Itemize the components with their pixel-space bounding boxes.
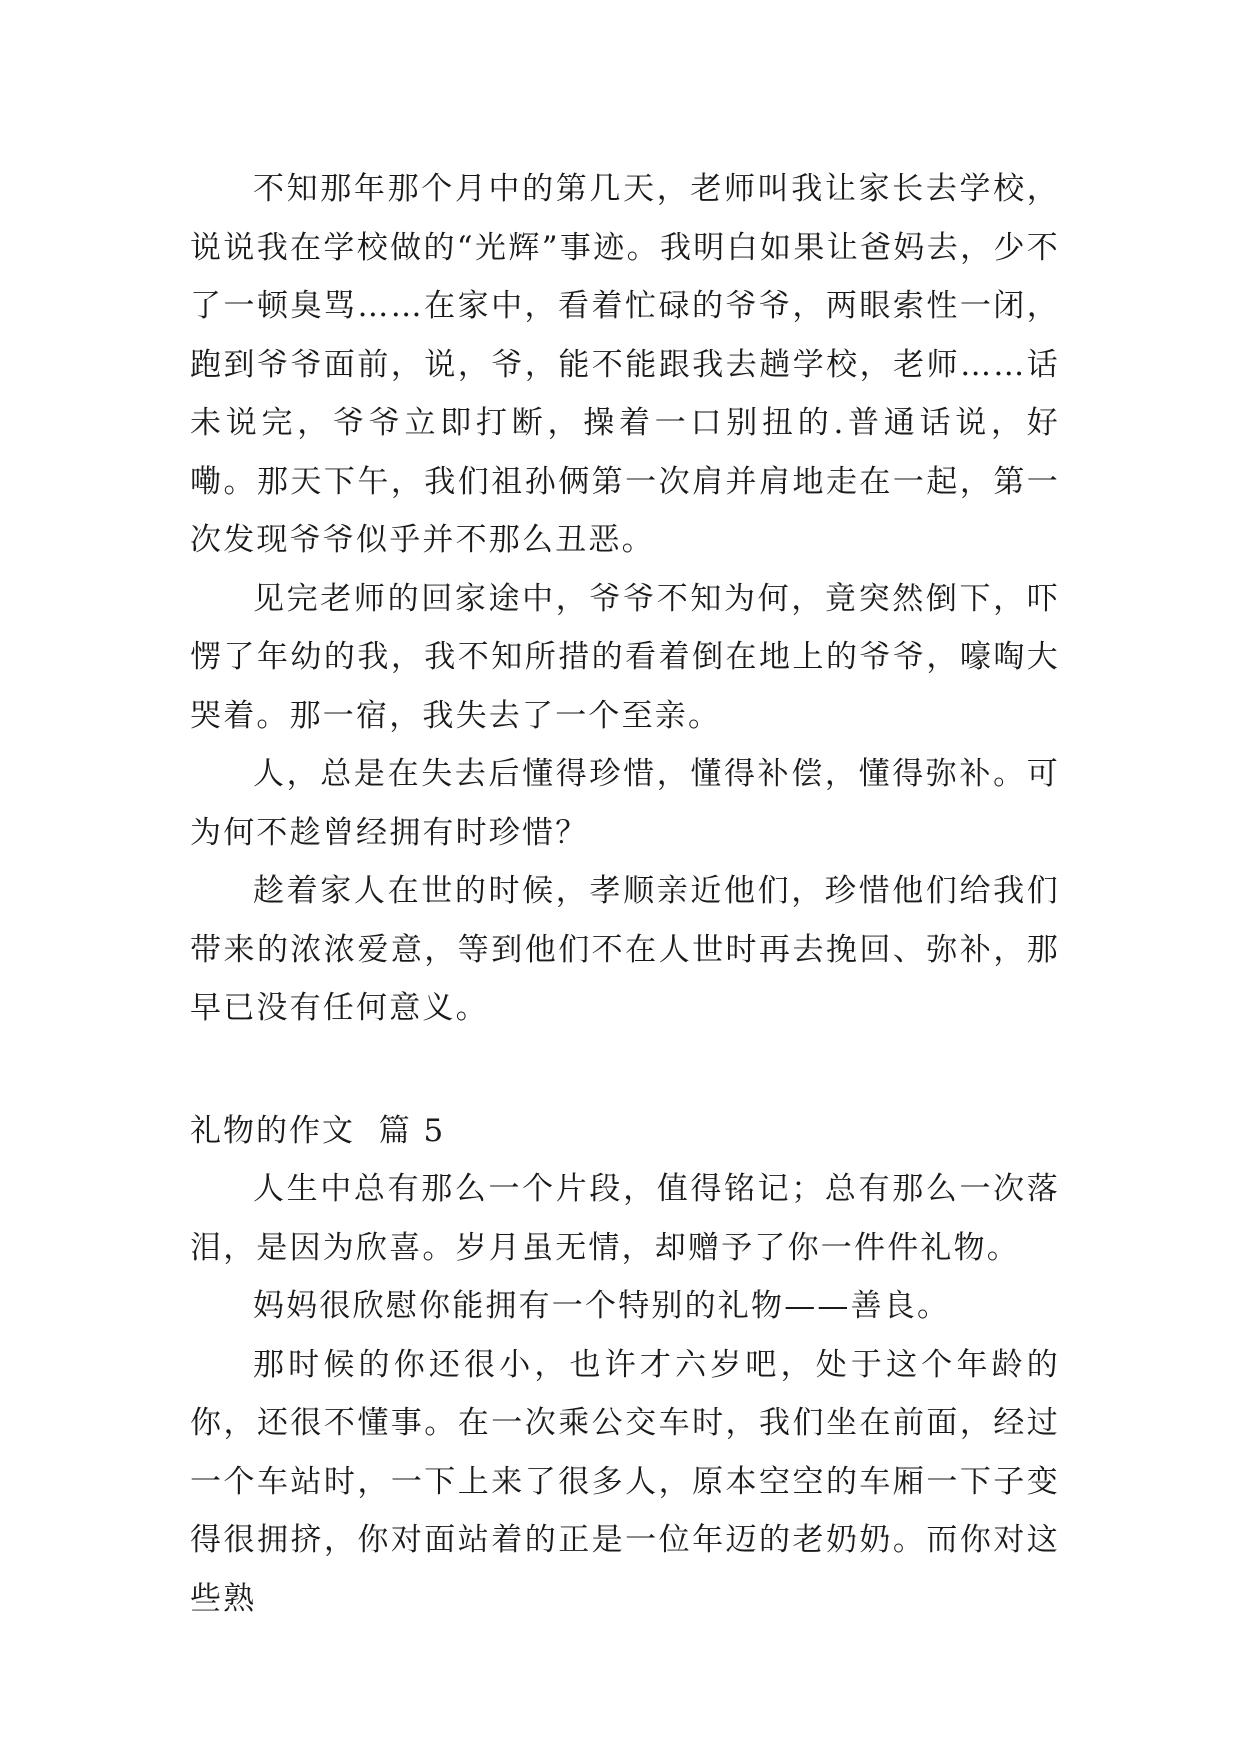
paragraph: 人生中总有那么一个片段，值得铭记；总有那么一次落泪，是因为欣喜。岁月虽无情，却赠予了你一件件礼物。 <box>190 1171 1060 1266</box>
section-heading: 礼物的作文 篇 5 <box>190 1112 446 1149</box>
paragraph: 妈妈很欣慰你能拥有一个特别的礼物——善良。 <box>253 1288 951 1324</box>
paragraph: 见完老师的回家途中，爷爷不知为何，竟突然倒下，吓愣了年幼的我，我不知所措的看着倒在地上的爷爷，嚎啕大哭着。那一宿，我失去了一个至亲。 <box>190 580 1060 734</box>
document-page <box>190 160 1060 1628</box>
paragraph: 人，总是在失去后懂得珍惜，懂得补偿，懂得弥补。可为何不趁曾经拥有时珍惜？ <box>190 756 1060 851</box>
section-spacer <box>190 1038 1060 1102</box>
paragraph: 不知那年那个月中的第几天，老师叫我让家长去学校，说说我在学校做的“光辉”事迹。我明白如果让爸妈去，少不了一顿臭骂……在家中，看着忙碌的爷爷，两眼索性一闭，跑到爷爷面前，说，爷，能不能跟我去趟学校，老师……话未说完，爷爷立即打断，操着一口别扭的.普通话说，好嘞。那天下午，我们祖孙俩第一次肩并肩地走在一起，第一次发现爷爷似乎并不那么丑恶。 <box>190 171 1060 558</box>
paragraph: 趁着家人在世的时候，孝顺亲近他们，珍惜他们给我们带来的浓浓爱意，等到他们不在人世时再去挽回、弥补，那早已没有任何意义。 <box>190 873 1060 1026</box>
paragraph: 那时候的你还很小，也许才六岁吧，处于这个年龄的你，还很不懂事。在一次乘公交车时，我们坐在前面，经过一个车站时，一下上来了很多人，原本空空的车厢一下子变得很拥挤，你对面站着的正是一位年迈的老奶奶。而你对这些熟 <box>190 1346 1060 1617</box>
